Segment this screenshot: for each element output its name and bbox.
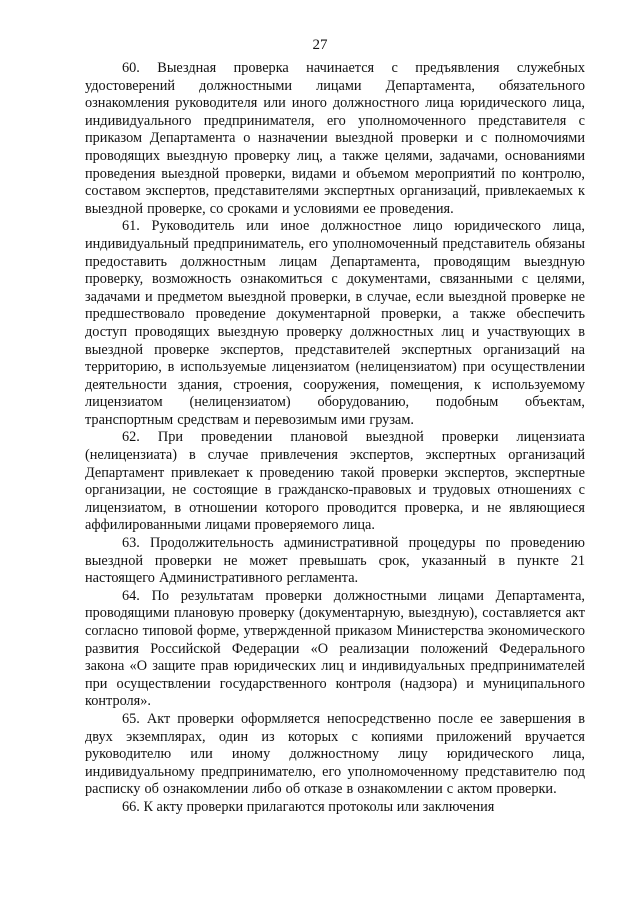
document-body: [85, 60, 585, 817]
paragraph-62: 62. При проведении плановой выездной проверки лицензиата (нелицензиата) в случае привлечения экспертов, экспертных организаций Департамент привлекает к проведению такой проверки экспертов, экспертные организации, не состоящие в гражданско-правовых и трудовых отношениях с лицензиатом, в отношении которого проводится проверка, и не являющиеся аффилированными лицами проверяемого лица.: [85, 429, 585, 534]
paragraph-64: 64. По результатам проверки должностными лицами Департамента, проводящими плановую проверку (документарную, выездную), составляется акт согласно типовой форме, утвержденной приказом Министерства экономического развития Российской Федерации «О реализации положений Федерального закона «О защите прав юридических лиц и индивидуальных предпринимателей при осуществлении государственного контроля (надзора) и муниципального контроля».: [85, 587, 585, 710]
paragraph-63: 63. Продолжительность административной процедуры по проведению выездной проверки не может превышать срок, указанный в пункте 21 настоящего Административного регламента.: [85, 535, 585, 587]
paragraph-65: 65. Акт проверки оформляется непосредственно после ее завершения в двух экземплярах, один из которых с копиями приложений вручается руководителю или иному должностному лицу юридического лица, индивидуальному предпринимателю, его уполномоченному представителю под расписку об ознакомлении либо об отказе в ознакомлении с актом проверки.: [85, 710, 585, 798]
page-number: 27: [312, 37, 328, 53]
paragraph-61: 61. Руководитель или иное должностное лицо юридического лица, индивидуальный предприниматель, его уполномоченный представитель обязаны предоставить должностным лицам Департамента, проводящим выездную проверку, возможность ознакомиться с документами, связанными с целями, задачами и предметом выездной проверки, в случае, если выездной проверке не предшествовало проведение документарной проверки, а также обеспечить доступ проводящих выездную проверку должностных лиц и участвующих в выездной проверке экспертов, представителей экспертных организаций на территорию, в используемые лицензиатом (нелицензиатом) при осуществлении деятельности здания, строения, сооружения, помещения, к используемому лицензиатом (нелицензиатом) оборудованию, подобным объектам, транспортным средствам и перевозимым ими грузам.: [85, 218, 585, 428]
paragraph-60: 60. Выездная проверка начинается с предъявления служебных удостоверений должностными лицами Департамента, обязательного ознакомления руководителя или иного должностного лица юридического лица, индивидуального предпринимателя, его уполномоченного представителя с приказом Департамента о назначении выездной проверки и с полномочиями проводящих выездную проверку лиц, а также целями, задачами, основаниями проведения выездной проверки, видами и объемом мероприятий по контролю, составом экспертов, представителями экспертных организаций, привлекаемых к выездной проверке, со сроками и условиями ее проведения.: [85, 60, 585, 217]
paragraph-66: 66. К акту проверки прилагаются протоколы или заключения: [122, 798, 495, 815]
